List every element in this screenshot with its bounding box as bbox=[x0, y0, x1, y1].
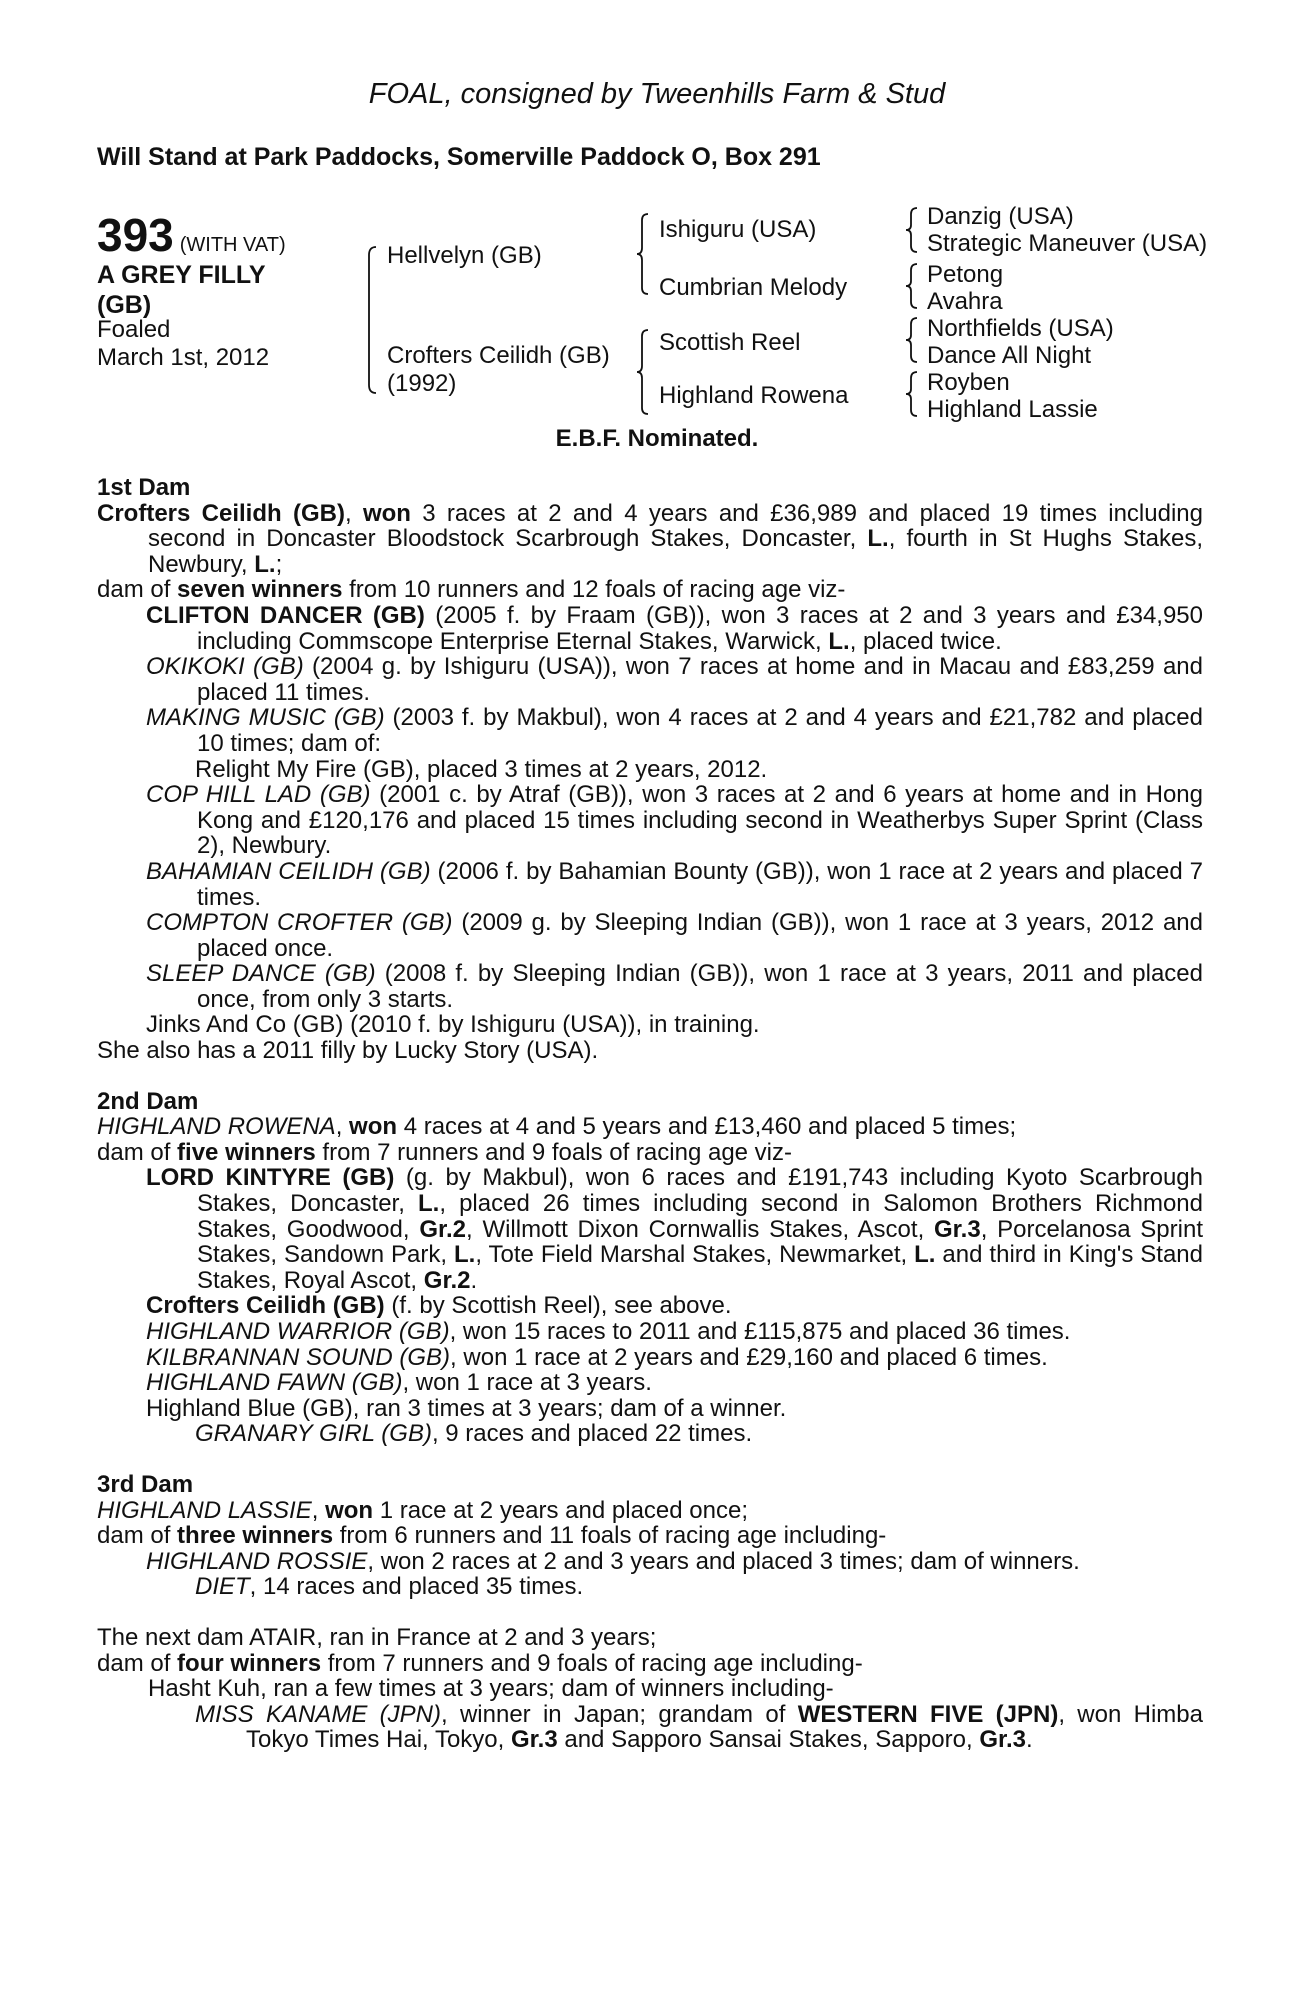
third-dam-record: HIGHLAND LASSIE, won 1 race at 2 years and placed once; bbox=[97, 1496, 748, 1524]
produce-entry bbox=[97, 910, 1203, 961]
third-dam-produce-summary bbox=[97, 1523, 1203, 1549]
runners-text: from 10 runners and 12 foals of racing age viz- bbox=[342, 576, 846, 604]
pedigree-dam: Crofters Ceilidh (GB) bbox=[387, 342, 610, 369]
horse-record: , placed 26 times including second in Salomon Brothers Richmond Stakes, Goodwood, bbox=[197, 1190, 1203, 1243]
pedigree-bracket-sd bbox=[905, 262, 919, 310]
pedigree-bracket-ss bbox=[905, 206, 919, 254]
horse-name: HIGHLAND FAWN (GB) bbox=[146, 1369, 403, 1397]
horse-record: (2009 g. by Sleeping Indian (GB)), won 1 race at 3 years, 2012 and placed once. bbox=[197, 909, 1203, 962]
horse-record: and Sapporo Sansai Stakes, Sapporo, bbox=[557, 1726, 980, 1754]
pedigree-sdd: Avahra bbox=[927, 288, 1003, 315]
horse-record: (g. by Makbul), won 6 races and £191,743 including Kyoto Scarbrough Stakes, Doncaster, bbox=[197, 1164, 1204, 1218]
horse-name: DIET bbox=[195, 1573, 250, 1601]
foaled-label: Foaled bbox=[97, 316, 171, 343]
pedigree-bracket-dam bbox=[636, 328, 650, 416]
dam-name: Crofters Ceilidh (GB) bbox=[97, 499, 345, 527]
produce-entry bbox=[97, 961, 1203, 1012]
pedigree-bracket-main bbox=[366, 245, 378, 395]
pedigree-dsd: Dance All Night bbox=[927, 342, 1092, 369]
produce-entry bbox=[97, 782, 1203, 859]
horse-name: MISS KANAME (JPN) bbox=[195, 1700, 441, 1728]
produce-entry bbox=[97, 1549, 1203, 1575]
horse-name: KILBRANNAN SOUND (GB) bbox=[146, 1343, 451, 1371]
horse-record: (2004 g. by Ishiguru (USA)), won 7 races at home and in Macau and £83,259 and placed 11 times. bbox=[197, 653, 1203, 706]
listed-label: L. bbox=[454, 1241, 476, 1269]
horse-name: MAKING MUSIC (GB) bbox=[146, 704, 385, 732]
horse-record: (2008 f. by Sleeping Indian (GB)), won 1 race at 3 years, 2011 and placed once, from only 3 starts. bbox=[197, 960, 1203, 1013]
section-heading-3rd-dam: 3rd Dam bbox=[97, 1470, 194, 1498]
vat-note: (WITH VAT) bbox=[179, 234, 286, 256]
horse-name: WESTERN FIVE (JPN) bbox=[797, 1700, 1059, 1728]
pedigree-bracket-dd bbox=[905, 370, 919, 418]
produce-entry bbox=[97, 705, 1203, 756]
lot-number-line bbox=[97, 208, 286, 262]
pedigree-bracket-ds bbox=[905, 316, 919, 364]
next-dam-produce-summary bbox=[97, 1651, 1203, 1677]
record-text: 4 races at 4 and 5 years and £13,460 and placed 5 times; bbox=[397, 1113, 1017, 1141]
horse-name: LORD KINTYRE (GB) bbox=[146, 1164, 395, 1192]
listed-label: L. bbox=[867, 525, 889, 553]
catalogue-header: FOAL, consigned by Tweenhills Farm & Stud bbox=[368, 78, 946, 110]
produce-subentry bbox=[97, 1421, 1203, 1447]
horse-record: (2003 f. by Makbul), won 4 races at 2 and 4 years and £21,782 and placed 10 times; dam of: bbox=[197, 704, 1203, 757]
dam-name: HIGHLAND ROWENA bbox=[97, 1113, 336, 1141]
produce-entry bbox=[97, 1370, 1203, 1396]
section-heading-2nd-dam: 2nd Dam bbox=[97, 1087, 199, 1115]
won-label: won bbox=[325, 1496, 374, 1524]
horse-record: , Willmott Dixon Cornwallis Stakes, Ascot, bbox=[466, 1215, 934, 1243]
horse-name: COMPTON CROFTER (GB) bbox=[146, 909, 453, 937]
listed-label: L. bbox=[254, 550, 276, 578]
winners-count: five winners bbox=[177, 1138, 316, 1166]
stand-location: Will Stand at Park Paddocks, Somerville Paddock O, Box 291 bbox=[97, 143, 821, 171]
horse-record: , Tote Field Marshal Stakes, Newmarket, bbox=[475, 1241, 915, 1269]
group-label: Gr.3 bbox=[979, 1726, 1027, 1754]
record-text: 1 race at 2 years and placed once; bbox=[373, 1496, 748, 1524]
dam-of-label: dam of bbox=[97, 576, 178, 604]
lot-description-line: (GB) bbox=[97, 291, 152, 319]
produce-entry: Jinks And Co (GB) (2010 f. by Ishiguru (USA)), in training. bbox=[146, 1011, 760, 1039]
listed-label: L. bbox=[828, 627, 850, 655]
runners-text: from 7 runners and 9 foals of racing age viz- bbox=[315, 1138, 793, 1166]
pedigree-sss: Danzig (USA) bbox=[927, 203, 1074, 230]
horse-record: (2006 f. by Bahamian Bounty (GB)), won 1 race at 2 years and placed 7 times. bbox=[197, 857, 1203, 911]
listed-label: L. bbox=[914, 1241, 936, 1269]
ebf-nomination: E.B.F. Nominated. bbox=[555, 425, 759, 452]
winners-count: three winners bbox=[177, 1522, 334, 1550]
horse-name: GRANARY GIRL (GB) bbox=[195, 1420, 432, 1448]
pedigree-sds: Petong bbox=[927, 261, 1004, 288]
produce-entry bbox=[97, 859, 1203, 910]
group-label: Gr.3 bbox=[510, 1726, 558, 1754]
horse-record: , 9 races and placed 22 times. bbox=[431, 1420, 753, 1448]
dam-of-label: dam of bbox=[97, 1649, 178, 1677]
produce-subentry bbox=[97, 1574, 1203, 1600]
foaled-date: March 1st, 2012 bbox=[97, 344, 270, 371]
second-dam-produce-summary bbox=[97, 1140, 1203, 1166]
horse-record: (2005 f. by Fraam (GB)), won 3 races at 2 and 3 years and £34,950 including Commscope Enterprise Eternal Stakes, Warwick, bbox=[197, 601, 1204, 655]
pedigree-sire-dam: Cumbrian Melody bbox=[659, 274, 848, 301]
produce-entry bbox=[97, 1345, 1203, 1371]
horse-name: HIGHLAND ROSSIE bbox=[146, 1547, 368, 1575]
lot-description-line: A GREY FILLY bbox=[97, 261, 266, 289]
horse-name: BAHAMIAN CEILIDH (GB) bbox=[146, 857, 431, 885]
dam-name: HIGHLAND LASSIE bbox=[97, 1496, 312, 1524]
pedigree-dam-sire: Scottish Reel bbox=[659, 329, 801, 356]
horse-name: Crofters Ceilidh (GB) bbox=[146, 1292, 385, 1320]
pedigree-sire: Hellvelyn (GB) bbox=[387, 242, 542, 269]
produce-entry bbox=[97, 654, 1203, 705]
produce-entry: Hasht Kuh, ran a few times at 3 years; dam of winners including- bbox=[148, 1675, 834, 1703]
pedigree-sire-sire: Ishiguru (USA) bbox=[659, 216, 817, 243]
produce-entry bbox=[97, 1293, 1203, 1319]
won-label: won bbox=[349, 1113, 398, 1141]
dam-of-label: dam of bbox=[97, 1138, 178, 1166]
section-heading-1st-dam: 1st Dam bbox=[97, 474, 191, 501]
produce-entry bbox=[97, 1165, 1203, 1293]
first-dam-record: Crofters Ceilidh (GB), won 3 races at 2 and 4 years and £36,989 and placed 19 times including second in Doncaster Bloodstock Scarbrough Stakes, Doncaster, L., fourth in St Hughs Stakes, Newbury, L.; bbox=[97, 499, 1203, 578]
produce-entry bbox=[97, 1319, 1203, 1345]
pedigree-dam-dam: Highland Rowena bbox=[659, 382, 849, 409]
group-label: Gr.2 bbox=[423, 1266, 471, 1294]
pedigree-dam-year: (1992) bbox=[387, 370, 457, 397]
record-text: ; bbox=[275, 550, 283, 578]
next-dam-intro: The next dam ATAIR, ran in France at 2 and 3 years; bbox=[97, 1623, 657, 1651]
record-text: , fourth in St Hughs Stakes, Newbury, bbox=[148, 525, 1203, 578]
horse-record: , Porcelanosa Sprint Stakes, Sandown Park, bbox=[197, 1215, 1203, 1269]
horse-record: , winner in Japan; grandam of bbox=[440, 1700, 798, 1728]
horse-record: (f. by Scottish Reel), see above. bbox=[384, 1292, 732, 1320]
winners-count: seven winners bbox=[177, 576, 343, 604]
group-label: Gr.2 bbox=[419, 1215, 467, 1243]
pedigree-ddd: Highland Lassie bbox=[927, 396, 1098, 423]
horse-name: CLIFTON DANCER (GB) bbox=[146, 601, 425, 629]
produce-subentry bbox=[97, 1702, 1203, 1753]
lot-description bbox=[97, 260, 317, 320]
runners-text: from 6 runners and 11 foals of racing age including- bbox=[333, 1522, 887, 1550]
horse-name: SLEEP DANCE (GB) bbox=[146, 960, 376, 988]
horse-record: , won 1 race at 2 years and £29,160 and placed 6 times. bbox=[450, 1343, 1048, 1371]
horse-name: OKIKOKI (GB) bbox=[146, 653, 304, 681]
produce-note: She also has a 2011 filly by Lucky Story (USA). bbox=[97, 1037, 599, 1065]
horse-record: and third in King's Stand Stakes, Royal Ascot, bbox=[197, 1241, 1203, 1294]
first-dam-produce-summary bbox=[97, 577, 1203, 603]
lot-number: 393 bbox=[97, 209, 174, 261]
second-dam-record: HIGHLAND ROWENA, won 4 races at 4 and 5 years and £13,460 and placed 5 times; bbox=[97, 1113, 1017, 1141]
pedigree-dss: Northfields (USA) bbox=[927, 315, 1114, 342]
horse-record: . bbox=[470, 1266, 478, 1294]
horse-name: COP HILL LAD (GB) bbox=[146, 781, 371, 809]
horse-record: , placed twice. bbox=[849, 627, 1002, 655]
dam-of-label: dam of bbox=[97, 1522, 178, 1550]
horse-record: , won Himba Tokyo Times Hai, Tokyo, bbox=[246, 1700, 1203, 1754]
catalogue-body bbox=[97, 475, 1203, 1753]
produce-subentry: Relight My Fire (GB), placed 3 times at 2 years, 2012. bbox=[195, 755, 768, 783]
pedigree-ssd: Strategic Maneuver (USA) bbox=[927, 230, 1208, 257]
horse-record: , won 1 race at 3 years. bbox=[402, 1369, 652, 1397]
horse-record: , won 2 races at 2 and 3 years and placed 3 times; dam of winners. bbox=[367, 1547, 1080, 1575]
winners-count: four winners bbox=[177, 1649, 322, 1677]
horse-record: , 14 races and placed 35 times. bbox=[249, 1573, 584, 1601]
horse-record: . bbox=[1026, 1726, 1033, 1754]
pedigree-bracket-sire bbox=[636, 212, 650, 296]
runners-text: from 7 runners and 9 foals of racing age including- bbox=[321, 1649, 863, 1677]
listed-label: L. bbox=[417, 1190, 440, 1218]
record-text: 3 races at 2 and 4 years and £36,989 and placed 19 times including second in Doncaster Bloodstock Scarbrough Stakes, Doncaster, bbox=[148, 499, 1203, 553]
produce-entry: Highland Blue (GB), ran 3 times at 3 years; dam of a winner. bbox=[146, 1394, 787, 1422]
horse-name: HIGHLAND WARRIOR (GB) bbox=[146, 1318, 450, 1345]
produce-entry bbox=[97, 603, 1203, 654]
horse-record: (2001 c. by Atraf (GB)), won 3 races at 2 and 6 years at home and in Hong Kong and £120,176 and placed 15 times including second in Weatherbys Super Sprint (Class 2), Newbury. bbox=[197, 781, 1203, 860]
group-label: Gr.3 bbox=[934, 1215, 981, 1243]
foaled-info bbox=[97, 316, 269, 372]
horse-record: , won 15 races to 2011 and £115,875 and placed 36 times. bbox=[449, 1318, 1071, 1345]
won-label: won bbox=[362, 499, 411, 527]
pedigree-dds: Royben bbox=[927, 369, 1010, 396]
